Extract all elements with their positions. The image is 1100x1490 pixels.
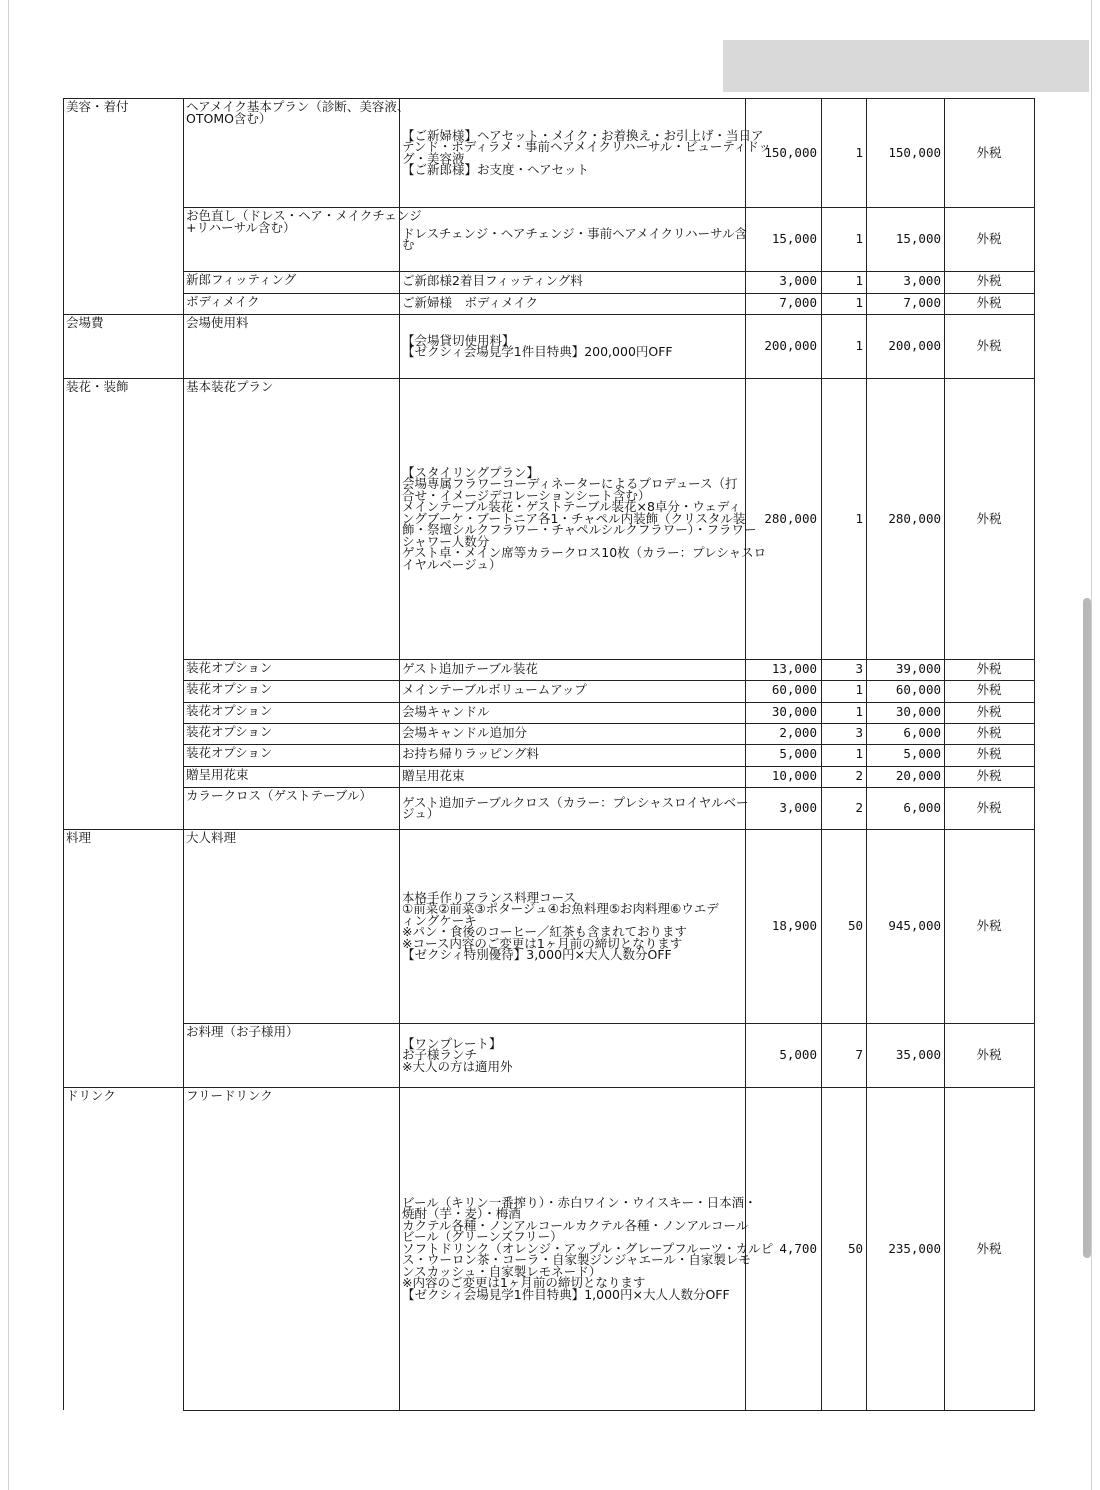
detail-text: む: [402, 237, 415, 252]
detail-text: 【ワンプレート】: [402, 1035, 502, 1051]
detail-text: ※内容のご変更は1ヶ月前の締切となります: [402, 1275, 646, 1291]
quantity: 50: [847, 918, 863, 933]
detail-text: ングブーケ・ブートニア各1・チャペル内装飾（クリスタル装: [402, 510, 746, 526]
row-rule: [183, 680, 1035, 681]
row-rule: [183, 744, 1035, 745]
category-label: 装花・装飾: [66, 379, 129, 394]
tax-type: 外税: [976, 918, 1002, 933]
amount: 945,000: [888, 918, 941, 933]
detail-text: ス・ウーロン茶・コーラ・自家製ジンジャエール・自家製レモ: [402, 1252, 751, 1268]
unit-price: 280,000: [764, 510, 817, 526]
item-name: 装花オプション: [186, 745, 273, 760]
tax-type: 外税: [976, 661, 1002, 676]
unit-price: 7,000: [779, 295, 817, 310]
detail-text: 焼酎（芋・麦）・梅酒: [402, 1206, 521, 1222]
item-name: 装花オプション: [186, 703, 273, 718]
detail-text: メインテーブル装花・ゲストテーブル装花×8卓分・ウェディ: [402, 499, 741, 515]
item-name: 装花オプション: [186, 660, 273, 675]
amount: 6,000: [903, 725, 941, 740]
col-rule-6: [1034, 98, 1035, 1410]
item-name: カラークロス（ゲストテーブル）: [186, 788, 372, 803]
detail-text: 【スタイリングプラン】: [402, 464, 540, 480]
unit-price: 3,000: [779, 800, 817, 815]
item-name: お色直し（ドレス・ヘア・メイクチェンジ: [186, 208, 422, 223]
row-rule: [183, 659, 1035, 660]
detail-text: ドレスチェンジ・ヘアチェンジ・事前ヘアメイクリハーサル含: [402, 225, 748, 241]
row-rule: [183, 1023, 1035, 1024]
row-rule: [183, 271, 1035, 272]
tax-type: 外税: [976, 1047, 1002, 1062]
tax-type: 外税: [976, 725, 1002, 740]
quantity: 1: [855, 295, 863, 310]
detail-text: お持ち帰りラッピング料: [402, 746, 540, 761]
row-rule: [183, 702, 1035, 703]
unit-price: 15,000: [771, 231, 817, 246]
unit-price: 5,000: [779, 1047, 817, 1062]
quantity: 3: [855, 661, 863, 676]
amount: 35,000: [895, 1047, 941, 1062]
item-name: OTOMO含む）: [186, 110, 272, 126]
amount: 6,000: [903, 800, 941, 815]
item-name: ヘアメイク基本プラン（診断、美容液、: [186, 99, 410, 114]
detail-text: ご新郎様2着目フィッティング料: [402, 273, 583, 288]
tax-type: 外税: [976, 768, 1002, 783]
detail-text: ンスカッシュ・自家製レモネード）: [402, 1263, 602, 1279]
amount: 280,000: [888, 510, 941, 526]
item-name: 贈呈用花束: [186, 767, 249, 782]
detail-text: 【会場貸切使用料】: [402, 332, 515, 348]
detail-text: 【ゼクシィ会場見学1件目特典】200,000円OFF: [402, 344, 673, 359]
category-label: 美容・着付: [66, 99, 129, 114]
quantity: 1: [855, 338, 863, 353]
col-rule-2: [745, 98, 746, 1410]
detail-text: 本格手作りフランス料理コース: [402, 889, 577, 905]
row-rule: [183, 378, 1035, 379]
row-rule: [183, 314, 1035, 315]
detail-text: カクテル各種・ノンアルコールカクテル各種・ノンアルコール: [402, 1217, 749, 1233]
item-name: 大人料理: [186, 830, 237, 845]
row-rule: [183, 293, 1035, 294]
row-rule: [183, 829, 1035, 830]
tax-type: 外税: [976, 338, 1002, 353]
detail-text: お子様ランチ: [402, 1047, 478, 1063]
unit-price: 150,000: [764, 144, 817, 160]
detail-text: シャワー人数分: [402, 533, 490, 549]
amount: 60,000: [895, 682, 941, 697]
unit-price: 3,000: [779, 273, 817, 288]
col-rule-5: [944, 98, 945, 1410]
amount: 235,000: [888, 1240, 941, 1256]
table-bottom-rule: [183, 1410, 1035, 1411]
amount: 200,000: [888, 338, 941, 353]
detail-text: ジュ）: [402, 806, 440, 821]
quantity: 1: [855, 704, 863, 719]
amount: 150,000: [888, 144, 941, 160]
tax-type: 外税: [976, 800, 1002, 815]
tax-type: 外税: [976, 295, 1002, 310]
col-rule-0: [183, 98, 184, 1410]
col-rule-category: [63, 98, 64, 1410]
amount: 3,000: [903, 273, 941, 288]
amount: 39,000: [895, 661, 941, 676]
tax-type: 外税: [976, 746, 1002, 761]
unit-price: 18,900: [771, 918, 817, 933]
detail-text: ※パン・食後のコーヒー／紅茶も含まれております: [402, 924, 687, 939]
tax-type: 外税: [976, 273, 1002, 288]
quantity: 1: [855, 510, 863, 526]
amount: 30,000: [895, 704, 941, 719]
row-rule: [183, 723, 1035, 724]
quantity: 3: [855, 725, 863, 740]
detail-text: グ・美容液: [402, 150, 465, 166]
quantity: 7: [855, 1047, 863, 1062]
quantity: 1: [855, 746, 863, 761]
amount: 5,000: [903, 746, 941, 761]
detail-text: ※大人の方は適用外: [402, 1058, 513, 1074]
detail-text: 贈呈用花束: [402, 768, 465, 783]
item-name: 新郎フィッティング: [186, 272, 297, 287]
detail-text: ①前菜②前菜③ポタージュ④お魚料理⑤お肉料理⑥ウエデ: [402, 901, 719, 916]
detail-text: ゲスト追加テーブル装花: [402, 661, 538, 676]
item-name: お料理（お子様用）: [186, 1024, 299, 1039]
detail-text: テンド・ボディラメ・事前ヘアメイクリハーサル・ビューティドッ: [402, 139, 771, 154]
quantity: 1: [855, 144, 863, 160]
row-rule: [183, 1087, 1035, 1088]
unit-price: 5,000: [779, 746, 817, 761]
category-label: ドリンク: [66, 1088, 116, 1103]
detail-text: ソフトドリンク（オレンジ・アップル・グレープフルーツ・カルピ: [402, 1240, 774, 1256]
tax-type: 外税: [976, 704, 1002, 719]
quantity: 2: [855, 800, 863, 815]
unit-price: 200,000: [764, 338, 817, 353]
col-rule-3: [821, 98, 822, 1410]
item-name: 会場使用料: [186, 315, 249, 330]
amount: 7,000: [903, 295, 941, 310]
category-label: 会場費: [66, 315, 104, 330]
detail-text: 会場専属フラワーコーディネーターによるプロデュース（打: [402, 476, 738, 492]
detail-text: ゲスト追加テーブルクロス（カラー：プレシャスロイヤルベー: [402, 794, 749, 810]
row-rule: [183, 766, 1035, 767]
quantity: 2: [855, 768, 863, 783]
detail-text: 会場キャンドル追加分: [402, 725, 528, 740]
tax-type: 外税: [976, 231, 1002, 246]
unit-price: 30,000: [771, 704, 817, 719]
amount: 20,000: [895, 768, 941, 783]
detail-text: メインテーブルボリュームアップ: [402, 682, 587, 697]
quantity: 50: [847, 1240, 863, 1256]
unit-price: 60,000: [771, 682, 817, 697]
detail-text: ビール（キリン一番搾り）・赤白ワイン・ウイスキー・日本酒・: [402, 1194, 757, 1210]
detail-text: ビール（グリーンズフリー）: [402, 1229, 563, 1245]
quantity: 1: [855, 682, 863, 697]
item-name: 基本装花プラン: [186, 379, 274, 394]
item-name: +リハーサル含む）: [186, 219, 296, 235]
item-name: フリードリンク: [186, 1088, 273, 1103]
detail-text: 【ゼクシィ特別優待】3,000円×大人人数分OFF: [402, 947, 672, 962]
tax-type: 外税: [976, 144, 1002, 160]
detail-text: ゲスト卓・メイン席等カラークロス10枚（カラー：プレシャスロ: [402, 545, 767, 561]
tax-type: 外税: [976, 682, 1002, 697]
item-name: 装花オプション: [186, 724, 273, 739]
unit-price: 4,700: [779, 1240, 817, 1256]
detail-text: 【ゼクシィ会場見学1件目特典】1,000円×大人人数分OFF: [402, 1286, 730, 1302]
detail-text: 合せ・イメージデコレーションシート含む）: [402, 487, 651, 503]
detail-text: 【ご新郎様】お支度・ヘアセット: [402, 162, 590, 177]
amount: 15,000: [895, 231, 941, 246]
unit-price: 10,000: [771, 768, 817, 783]
quantity: 1: [855, 273, 863, 288]
col-rule-1: [399, 98, 400, 1410]
unit-price: 13,000: [771, 661, 817, 676]
detail-text: 【ご新婦様】ヘアセット・メイク・お着換え・お引上げ・当日ア: [402, 127, 764, 143]
tax-type: 外税: [976, 1240, 1002, 1256]
detail-text: 飾・祭壇シルクフラワー・チャペルシルクフラワー）・フラワー: [402, 522, 757, 538]
detail-text: 会場キャンドル: [402, 704, 490, 719]
detail-text: ※コース内容のご変更は1ヶ月前の締切となります: [402, 935, 683, 951]
unit-price: 2,000: [779, 725, 817, 740]
item-name: 装花オプション: [186, 681, 273, 696]
category-label: 料理: [66, 830, 92, 845]
tax-type: 外税: [976, 510, 1002, 526]
detail-text: ィングケーキ: [402, 912, 477, 928]
detail-text: ご新婦様 ボディメイク: [402, 295, 539, 310]
quantity: 1: [855, 231, 863, 246]
item-name: ボディメイク: [186, 294, 260, 309]
detail-text: イヤルベージュ）: [402, 556, 502, 572]
